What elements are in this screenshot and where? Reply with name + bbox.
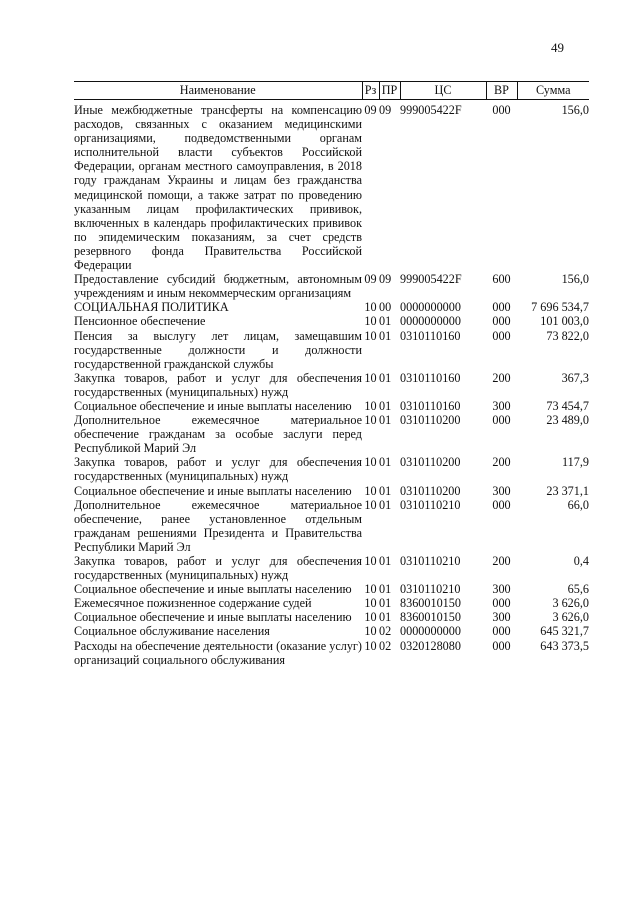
row-pr: 01	[379, 413, 392, 428]
row-sum: 643 373,5	[540, 638, 589, 653]
row-rz: 09	[364, 103, 377, 117]
row-vr: 000	[492, 497, 511, 512]
row-sum: 7 696 534,7	[531, 300, 589, 315]
row-sum: 3 626,0	[552, 596, 589, 611]
row-pr: 01	[379, 497, 392, 512]
row-cs: 999005422F	[400, 103, 462, 117]
row-pr: 02	[379, 624, 392, 639]
table-row	[74, 455, 589, 483]
table-row	[74, 300, 589, 314]
row-sum: 73 454,7	[546, 398, 589, 413]
row-pr: 01	[379, 554, 392, 568]
table-row	[74, 498, 589, 554]
row-vr: 000	[492, 638, 511, 653]
row-name: Пенсионное обеспечение	[74, 314, 206, 329]
row-cs: 0000000000	[400, 314, 461, 329]
row-vr: 000	[492, 596, 511, 611]
row-pr: 01	[379, 455, 392, 470]
row-rz: 10	[364, 554, 377, 568]
row-sum: 66,0	[567, 497, 589, 512]
row-sum: 156,0	[561, 272, 589, 287]
row-pr: 01	[379, 314, 392, 329]
header-vr: ВР	[486, 82, 517, 100]
row-cs: 8360010150	[400, 610, 461, 625]
row-vr: 000	[492, 300, 511, 315]
row-rz: 10	[364, 413, 377, 428]
table-row	[74, 484, 589, 498]
row-pr: 02	[379, 638, 392, 653]
table-row	[74, 272, 589, 300]
row-name: Социальное обеспечение и иные выплаты населению	[74, 398, 352, 413]
row-name: Дополнительное ежемесячное материальное обеспечение, ранее установленное отдельным гражданам решениями Президента и Правительства Республики Марий Эл	[74, 497, 362, 554]
row-cs: 0000000000	[400, 300, 461, 315]
row-rz: 10	[364, 300, 377, 315]
row-rz: 10	[364, 314, 377, 329]
row-sum: 65,6	[567, 582, 589, 597]
row-rz: 10	[364, 328, 377, 343]
row-name: Закупка товаров, работ и услуг для обеспечения государственных (муниципальных) нужд	[74, 370, 362, 399]
row-name: СОЦИАЛЬНАЯ ПОЛИТИКА	[74, 300, 229, 315]
row-vr: 600	[492, 272, 511, 287]
row-pr: 01	[379, 483, 392, 498]
row-sum: 367,3	[561, 370, 589, 385]
row-cs: 0310110210	[400, 582, 461, 597]
row-pr: 01	[379, 398, 392, 413]
row-name: Расходы на обеспечение деятельности (оказание услуг) организаций социального обслуживания	[74, 638, 362, 667]
row-rz: 09	[364, 272, 377, 287]
row-rz: 10	[364, 582, 377, 597]
row-pr: 09	[379, 272, 392, 287]
row-rz: 10	[364, 497, 377, 512]
row-vr: 000	[492, 624, 511, 639]
page-number: 49	[551, 40, 564, 55]
header-pr: ПР	[379, 82, 400, 100]
row-pr: 01	[379, 596, 392, 611]
row-sum: 117,9	[562, 455, 589, 470]
row-vr: 300	[492, 483, 511, 498]
table-row	[74, 100, 589, 273]
table-row	[74, 610, 589, 624]
row-cs: 0000000000	[400, 624, 461, 639]
table-row	[74, 399, 589, 413]
row-name: Социальное обеспечение и иные выплаты населению	[74, 610, 352, 625]
row-sum: 73 822,0	[546, 328, 589, 343]
header-cs: ЦС	[400, 82, 486, 100]
row-name: Дополнительное ежемесячное материальное обеспечение гражданам за особые заслуги перед Республикой Марий Эл	[74, 413, 362, 456]
row-name: Иные межбюджетные трансферты на компенсацию расходов, связанных с оказанием медицинскими организациями, подведомственными органам исполнительной власти субъектов Российской Федерации, органам местного самоуправления, в 2018 году гражданам Украины и лицам без гражданства медицинской помощи, а также затрат по проведению указанным лицам профилактических прививок, включенных в календарь профилактических прививок по эпидемическим показаниям, за счет средств резервного фонда Правительства Российской Федерации	[74, 103, 362, 273]
table-row	[74, 624, 589, 638]
row-name: Пенсия за выслугу лет лицам, замещавшим государственные должности и должности государственной гражданской службы	[74, 328, 362, 371]
row-rz: 10	[364, 638, 377, 653]
row-cs: 0310110210	[400, 554, 461, 568]
table-row	[74, 413, 589, 455]
table-row	[74, 639, 589, 667]
row-cs: 0310110200	[400, 483, 461, 498]
row-sum: 23 371,1	[546, 483, 589, 498]
row-vr: 200	[492, 455, 511, 470]
row-pr: 09	[379, 103, 392, 117]
row-pr: 01	[379, 582, 392, 597]
row-pr: 00	[379, 300, 392, 315]
row-vr: 000	[492, 314, 511, 329]
table-row	[74, 314, 589, 328]
row-pr: 01	[379, 610, 392, 625]
row-vr: 300	[492, 610, 511, 625]
row-vr: 000	[492, 103, 511, 117]
row-sum: 645 321,7	[540, 624, 589, 639]
row-vr: 200	[492, 554, 511, 568]
row-cs: 0310110160	[400, 370, 461, 385]
row-rz: 10	[364, 483, 377, 498]
row-rz: 10	[364, 370, 377, 385]
row-cs: 0310110200	[400, 413, 461, 428]
table-body	[74, 100, 589, 667]
row-name: Закупка товаров, работ и услуг для обеспечения государственных (муниципальных) нужд	[74, 455, 362, 484]
row-vr: 300	[492, 398, 511, 413]
row-name: Социальное обслуживание населения	[74, 624, 270, 639]
row-name: Ежемесячное пожизненное содержание судей	[74, 596, 312, 611]
table-row	[74, 329, 589, 371]
row-name: Социальное обеспечение и иные выплаты населению	[74, 483, 352, 498]
row-rz: 10	[364, 596, 377, 611]
row-cs: 8360010150	[400, 596, 461, 611]
row-name: Закупка товаров, работ и услуг для обеспечения государственных (муниципальных) нужд	[74, 554, 362, 583]
row-rz: 10	[364, 624, 377, 639]
row-rz: 10	[364, 398, 377, 413]
header-name: Наименование	[74, 82, 362, 100]
row-cs: 0310110210	[400, 497, 461, 512]
row-cs: 0320128080	[400, 638, 461, 653]
row-vr: 300	[492, 582, 511, 597]
row-sum: 3 626,0	[552, 610, 589, 625]
row-vr: 000	[492, 328, 511, 343]
row-rz: 10	[364, 610, 377, 625]
row-name: Социальное обеспечение и иные выплаты населению	[74, 582, 352, 597]
row-cs: 0310110160	[400, 328, 461, 343]
row-pr: 01	[379, 328, 392, 343]
header-rz: Рз	[362, 82, 379, 100]
table-row	[74, 371, 589, 399]
header-sum: Сумма	[517, 82, 589, 100]
row-rz: 10	[364, 455, 377, 470]
row-name: Предоставление субсидий бюджетным, автономным учреждениям и иным некоммерческим организациям	[74, 272, 362, 301]
table-header-row	[74, 82, 589, 100]
table-row	[74, 554, 589, 582]
budget-table	[74, 81, 589, 667]
row-sum: 0,4	[573, 554, 589, 568]
row-sum: 23 489,0	[546, 413, 589, 428]
row-pr: 01	[379, 370, 392, 385]
row-sum: 156,0	[561, 103, 589, 117]
row-cs: 0310110160	[400, 398, 461, 413]
table-row	[74, 596, 589, 610]
row-cs: 999005422F	[400, 272, 462, 287]
table-row	[74, 582, 589, 596]
row-vr: 200	[492, 370, 511, 385]
row-sum: 101 003,0	[540, 314, 589, 329]
row-vr: 000	[492, 413, 511, 428]
row-cs: 0310110200	[400, 455, 461, 470]
